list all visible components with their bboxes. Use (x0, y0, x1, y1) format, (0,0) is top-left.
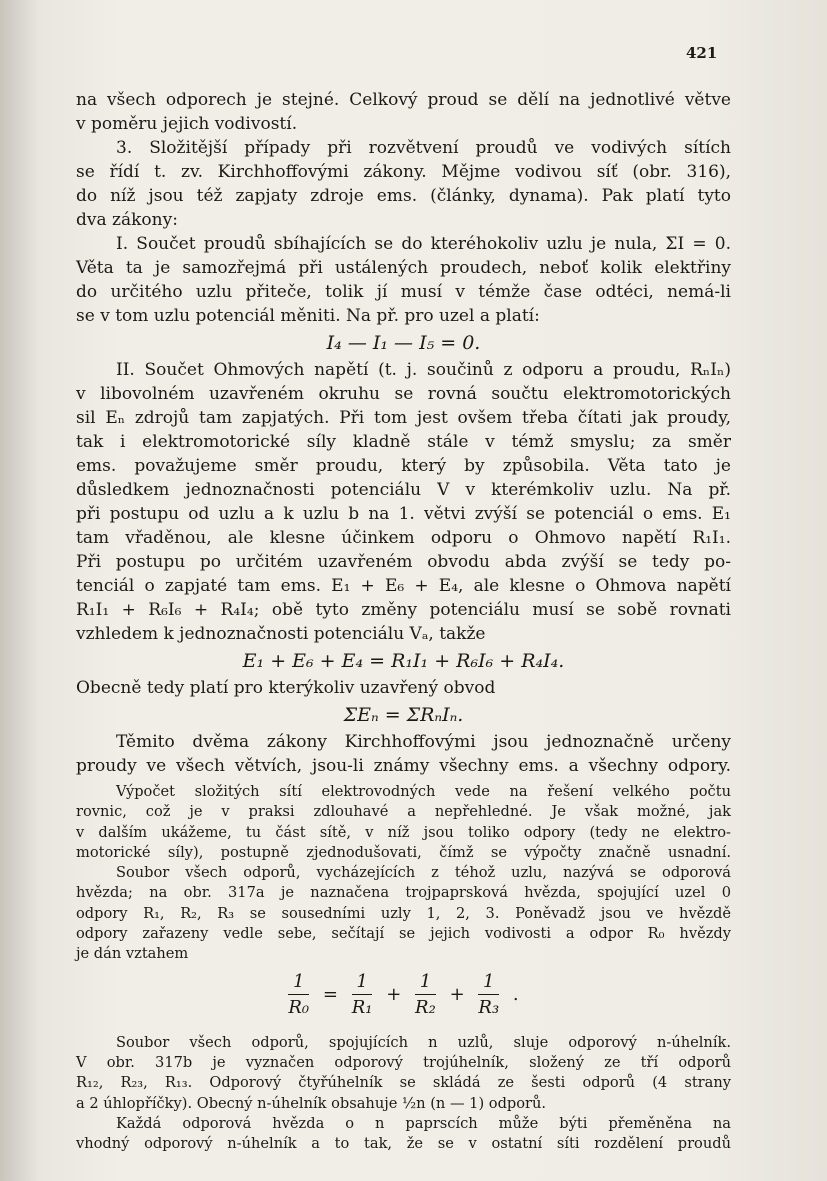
text-line: Těmito dvěma zákony Kirchhoffovými jsou jednoznačně určeny (116, 732, 731, 752)
text-line: Každá odporová hvězda o n paprscích může býti přeměněna na (116, 1114, 731, 1132)
text-line: a 2 úhlopříčky). Obecný n-úhelník obsahuje ½n (n — 1) odporů. (76, 1094, 547, 1112)
text-line: tak i elektromotorické síly kladně stále v témž smyslu; za směr (76, 432, 731, 452)
text-line: Soubor všech odporů, spojujících n uzlů, sluje odporový n-úhelník. (116, 1033, 731, 1051)
text-line: do určitého uzlu přiteče, tolik jí musí v témže čase odtéci, nemá-li (76, 282, 731, 302)
equation-node-a: I₄ — I₁ — I₅ = 0. (326, 332, 481, 354)
law-two: II. Součet Ohmových napětí (t. j. součinů z odporu a proudu, RₙIₙ) (116, 360, 731, 380)
text-line: do níž jsou též zapjaty zdroje ems. (články, dynama). Pak platí tyto (76, 186, 731, 206)
text-line: Soubor všech odporů, vycházejících z téhož uzlu, nazývá se odporová (116, 864, 731, 882)
text-line: tenciál o zapjaté tam ems. E₁ + E₆ + E₄, ale klesne o Ohmova napětí (76, 576, 731, 596)
text-line: se řídí t. zv. Kirchhoffovými zákony. Mějme vodivou síť (obr. 316), (76, 162, 731, 182)
text-line: důsledkem jednoznačnosti potenciálu V v kterémkoliv uzlu. Na př. (76, 480, 731, 500)
fraction: $\frac{1}{\text{R₀}}$ (288, 970, 310, 1018)
text-line: v dalším ukážeme, tu část sítě, v níž jsou toliko odpory (tedy ne elektro- (76, 823, 731, 841)
text-line: motorické síly), postupně zjednodušovati, čímž se výpočty značně usnadní. (76, 843, 731, 861)
small-print-section (76, 782, 731, 1154)
star-resistance-formula: $\frac{1}{\text{R₀}}$ = $\frac{1}{\text{R₁}}$ + $\frac{1}{\text{R₂}}$ + $\frac{1}{\text{R₃}}$ . (288, 970, 519, 1018)
body-text (76, 88, 731, 1154)
text-line: 3. Složitější případy při rozvětvení proudů ve vodivých sítích (116, 138, 731, 158)
fraction: $\frac{1}{\text{R₂}}$ (415, 970, 436, 1018)
text-line: R₁₂, R₂₃, R₁₃. Odporový čtyřúhelník se skládá ze šesti odporů (4 strany (76, 1074, 731, 1092)
text-line: vhodný odporový n-úhelník a to tak, že se v ostatní síti rozdělení proudů (76, 1135, 731, 1153)
text-line: se v tom uzlu potenciál měniti. Na př. pro uzel a platí: (76, 306, 540, 326)
text-line: ems. považujeme směr proudu, který by způsobila. Věta tato je (76, 456, 731, 476)
equation-general: ΣEₙ = ΣRₙIₙ. (343, 704, 464, 726)
fraction: $\frac{1}{\text{R₃}}$ (478, 970, 500, 1018)
text-line: hvězda; na obr. 317a je naznačena trojpaprsková hvězda, spojující uzel 0 (76, 884, 731, 902)
text-line: Výpočet složitých sítí elektrovodných vede na řešení velkého počtu (116, 783, 731, 800)
text-line: na všech odporech je stejné. Celkový proud se dělí na jednotlivé větve (76, 90, 731, 110)
text-line: Obecně tedy platí pro kterýkoliv uzavřený obvod (76, 678, 496, 698)
text-line: Při postupu po určitém uzavřeném obvodu abda zvýší se tedy po- (76, 552, 731, 572)
page-number: 421 (686, 44, 718, 62)
equation-loop: E₁ + E₆ + E₄ = R₁I₁ + R₆I₆ + R₄I₄. (242, 650, 565, 672)
text-line: V obr. 317b je vyznačen odporový trojúhelník, složený ze tří odporů (76, 1053, 731, 1071)
text-line: při postupu od uzlu a k uzlu b na 1. větvi zvýší se potenciál o ems. E₁ (76, 504, 731, 524)
text-line: dva zákony: (76, 210, 178, 230)
text-line: rovnic, což je v praksi zdlouhavé a nepřehledné. Je však možné, jak (76, 803, 731, 821)
text-line: R₁I₁ + R₆I₆ + R₄I₄; obě tyto změny potenciálu musí se sobě rovnati (76, 600, 731, 620)
text-line: proudy ve všech větvích, jsou-li známy všechny ems. a všechny odpory. (76, 756, 731, 776)
text-line: sil Eₙ zdrojů tam zapjatých. Při tom jest ovšem třeba čítati jak proudy, (76, 408, 731, 428)
text-line: vzhledem k jednoznačnosti potenciálu Vₐ, takže (76, 624, 486, 644)
text-line: odpory R₁, R₂, R₃ se sousedními uzly 1, 2, 3. Poněvadž jsou ve hvězdě (76, 904, 731, 922)
text-line: v poměru jejich vodivostí. (76, 114, 298, 134)
law-one: I. Součet proudů sbíhajících se do kteréhokoliv uzlu je nula, ΣI = 0. (116, 234, 731, 254)
text-line: tam vřaděnou, ale klesne účinkem odporu o Ohmovo napětí R₁I₁. (76, 528, 731, 548)
text-line: odpory zařazeny vedle sebe, sečítají se jejich vodivosti a odpor R₀ hvězdy (76, 925, 731, 943)
text-line: Věta ta je samozřejmá při ustálených proudech, neboť kolik elektřiny (76, 258, 731, 278)
text-line: v libovolném uzavřeném okruhu se rovná součtu elektromotorických (76, 384, 731, 404)
fraction: $\frac{1}{\text{R₁}}$ (351, 970, 373, 1018)
text-line: je dán vztahem (76, 945, 189, 963)
